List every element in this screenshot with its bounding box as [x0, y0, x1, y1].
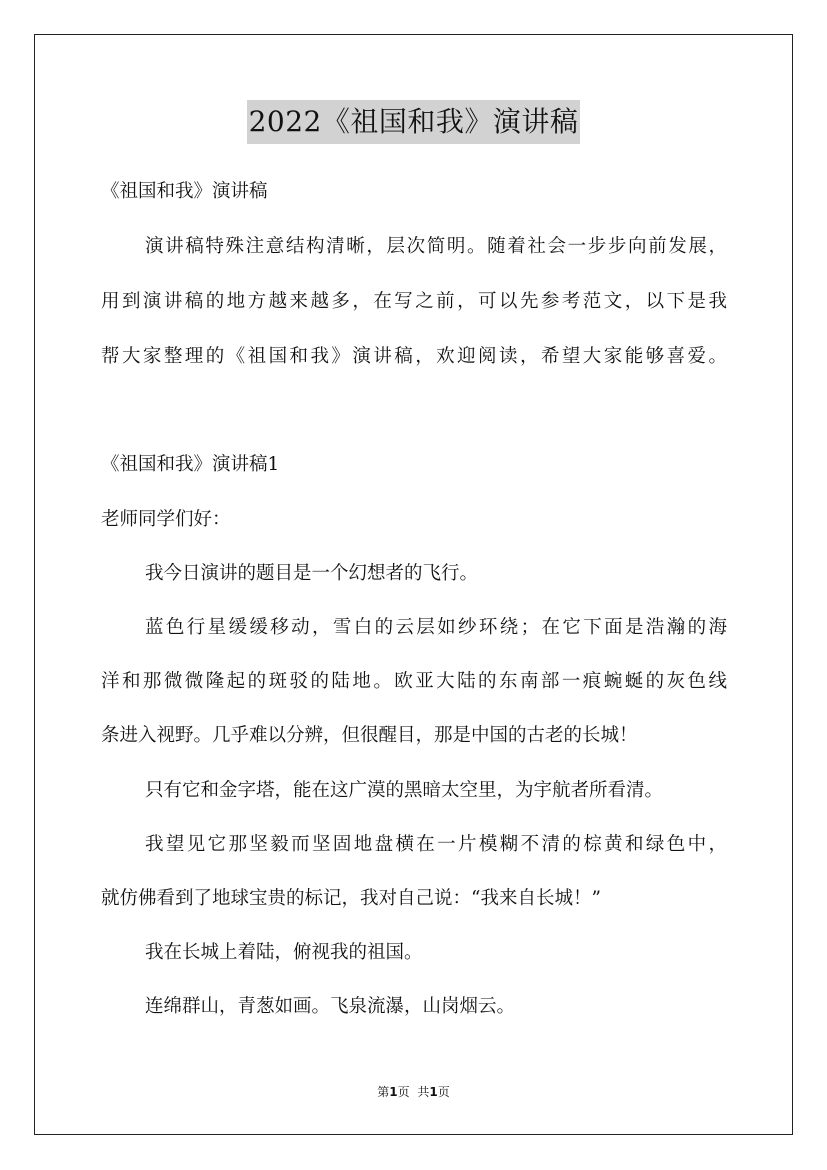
- body-line-6: 我望见它那坚毅而坚固地盘横在一片模糊不清的棕黄和绿色中，: [145, 834, 727, 855]
- body-line-5: 只有它和金字塔，能在这广漠的黑暗太空里，为宇航者所看清。: [145, 780, 664, 801]
- intro-line-2: 用到演讲稿的地方越来越多，在写之前，可以先参考范文，以下是我: [101, 291, 727, 312]
- footer-page-unit: 页: [397, 1085, 410, 1099]
- intro-line-1: 演讲稿特殊注意结构清晰，层次简明。随着社会一步步向前发展，: [145, 236, 727, 257]
- body-line-3: 洋和那微微隆起的斑驳的陆地。欧亚大陆的东南部一痕蜿蜒的灰色线: [101, 671, 727, 692]
- body-line-9: 连绵群山，青葱如画。飞泉流瀑，山岗烟云。: [145, 996, 516, 1017]
- page-footer: [0, 1084, 827, 1100]
- section-heading: 《祖国和我》演讲稿1: [101, 454, 280, 475]
- body-line-4: 条进入视野。几乎难以分辨，但很醒目，那是中国的古老的长城！: [101, 725, 638, 746]
- footer-prefix: 第: [377, 1085, 390, 1099]
- body-line-1: 我今日演讲的题目是一个幻想者的飞行。: [145, 563, 479, 584]
- document-title: 2022《祖国和我》演讲稿: [247, 100, 581, 144]
- footer-page-number: 1: [389, 1085, 398, 1099]
- document-title-wrap: [0, 100, 827, 144]
- intro-line-3: 帮大家整理的《祖国和我》演讲稿，欢迎阅读，希望大家能够喜爱。: [101, 346, 727, 367]
- greeting: 老师同学们好：: [101, 509, 231, 530]
- footer-total-unit: 页: [437, 1085, 450, 1099]
- footer-total-prefix: 共: [417, 1085, 430, 1099]
- footer-total-pages: 1: [429, 1085, 438, 1099]
- body-line-2: 蓝色行星缓缓移动，雪白的云层如纱环绕；在它下面是浩瀚的海: [145, 617, 727, 638]
- body-line-7: 就仿佛看到了地球宝贵的标记，我对自己说：“我来自长城！”: [101, 888, 601, 909]
- document-subtitle: 《祖国和我》演讲稿: [101, 181, 268, 202]
- body-line-8: 我在长城上着陆，俯视我的祖国。: [145, 942, 423, 963]
